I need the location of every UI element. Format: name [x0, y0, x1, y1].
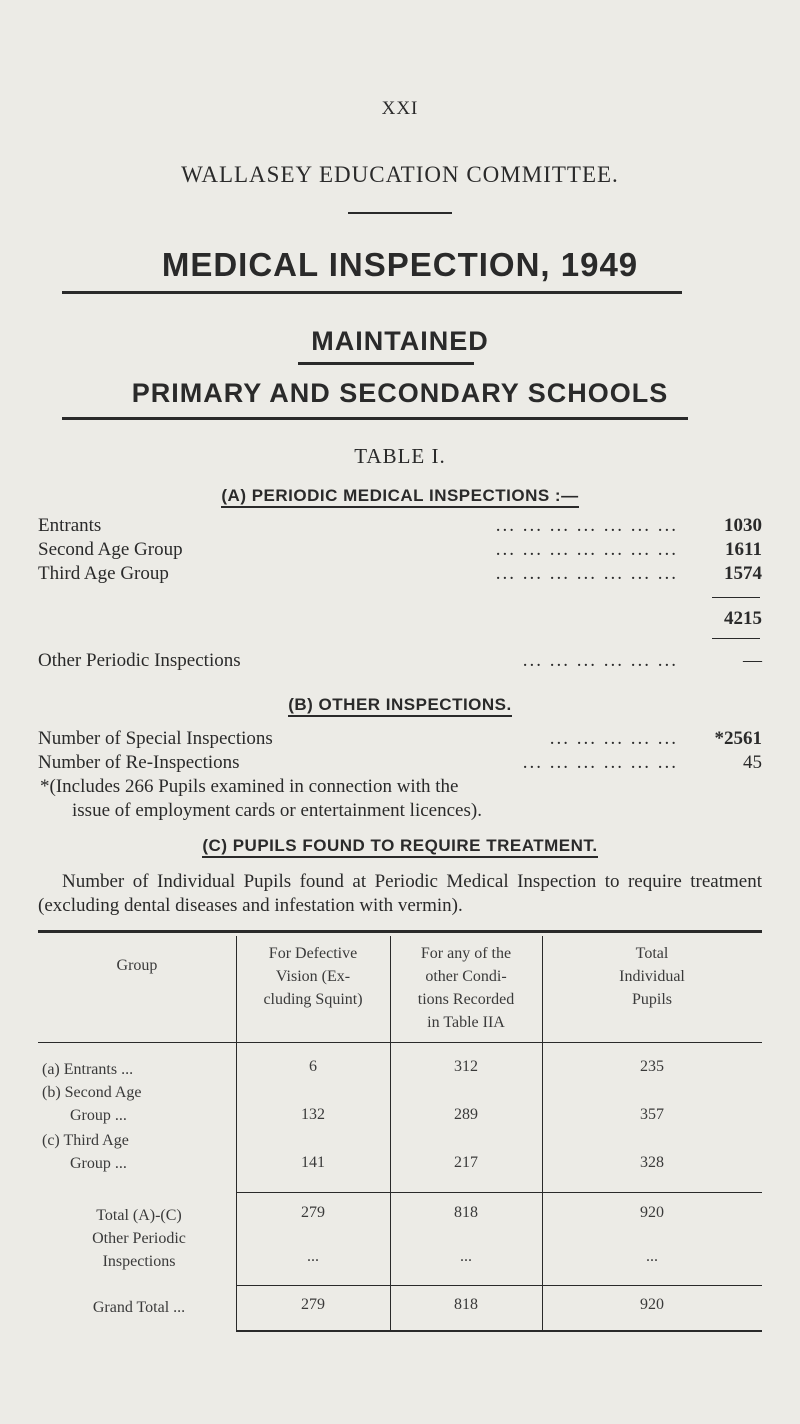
row-label: Other Periodic Inspections	[38, 650, 247, 672]
committee-name: WALLASEY EDUCATION COMMITTEE.	[181, 162, 619, 187]
row-a-label: (a) Entrants ...	[42, 1061, 134, 1078]
page-title: MEDICAL INSPECTION, 1949	[161, 246, 639, 283]
leader-dots: ... ... ... ... ... ... ...	[495, 539, 678, 560]
other-periodic-total: ...	[646, 1248, 658, 1265]
section-a-heading: (A) PERIODIC MEDICAL INSPECTIONS :—	[0, 486, 800, 506]
leader-dots: ... ... ... ... ... ... ...	[495, 563, 678, 584]
row-label: Second Age Group	[38, 539, 189, 561]
row-a-total: 235	[640, 1058, 664, 1075]
total-value: 4215	[724, 608, 762, 629]
row-label: Third Age Group	[38, 563, 175, 585]
row-c-other: 217	[454, 1154, 478, 1171]
row-third-age	[38, 563, 762, 589]
subtitle-maintained: MAINTAINED	[311, 326, 489, 356]
title-underline	[62, 291, 682, 294]
short-divider	[348, 212, 452, 214]
row-a-vision: 6	[309, 1058, 317, 1075]
row-b-total: 357	[640, 1106, 664, 1123]
row-total-a	[38, 608, 762, 634]
row-value: —	[743, 650, 762, 671]
other-periodic-label: Other Periodic Inspections	[92, 1230, 186, 1270]
header-other-conditions: For any of the other Condi- tions Recorded in Table IIA	[417, 945, 515, 1031]
row-c-total: 328	[640, 1154, 664, 1171]
header-bottom-border	[38, 1042, 762, 1043]
row-label: Number of Re-Inspections	[38, 752, 246, 774]
subtotal-label: Total (A)-(C)	[96, 1207, 182, 1224]
section-b-heading: (B) OTHER INSPECTIONS.	[0, 695, 800, 715]
subtitle-underline	[298, 362, 474, 365]
grand-total-label: Grand Total ...	[92, 1299, 186, 1316]
page-number: XXI	[381, 98, 419, 119]
leader-dots: ... ... ... ... ...	[549, 728, 678, 749]
header-group: Group	[116, 957, 158, 974]
subtotal-total: 920	[640, 1204, 664, 1221]
row-b-vision: 132	[301, 1106, 325, 1123]
subtotal-vision: 279	[301, 1204, 325, 1221]
leader-dots: ... ... ... ... ... ... ...	[495, 515, 678, 536]
subtitle-schools: PRIMARY AND SECONDARY SCHOOLS	[131, 378, 669, 408]
grand-total-top-border	[236, 1285, 762, 1286]
note-line-1: *(Includes 266 Pupils examined in connection with the	[40, 776, 459, 797]
row-value: *2561	[714, 728, 762, 749]
row-c-label: (c) Third Age Group ...	[42, 1132, 129, 1172]
row-second-age	[38, 539, 762, 565]
row-value: 1574	[724, 563, 762, 584]
other-periodic-vision: ...	[307, 1248, 319, 1265]
treatment-table	[38, 930, 762, 1330]
header-vision: For Defective Vision (Ex- cluding Squint)	[263, 945, 363, 1008]
subtotal-top-border	[236, 1192, 762, 1193]
row-label: Number of Special Inspections	[38, 728, 279, 750]
grand-total-vision: 279	[301, 1296, 325, 1313]
grand-total-other: 818	[454, 1296, 478, 1313]
row-value: 45	[743, 752, 762, 773]
section-c-heading: (C) PUPILS FOUND TO REQUIRE TREATMENT.	[0, 836, 800, 856]
header-total-pupils: Total Individual Pupils	[619, 945, 685, 1008]
section-c-paragraph: Number of Individual Pupils found at Periodic Medical Inspection to require treatment (excluding dental diseases and infestation with vermin).	[38, 871, 762, 916]
row-label: Entrants	[38, 515, 107, 537]
subtotal-other: 818	[454, 1204, 478, 1221]
note-line-2: issue of employment cards or entertainment licences).	[72, 800, 482, 821]
other-periodic-other: ...	[460, 1248, 472, 1265]
table-title: TABLE I.	[354, 444, 446, 468]
table-top-border	[38, 930, 762, 933]
row-b-other: 289	[454, 1106, 478, 1123]
table-bottom-border	[236, 1330, 762, 1332]
leader-dots: ... ... ... ... ... ...	[522, 752, 678, 773]
grand-total-total: 920	[640, 1296, 664, 1313]
row-c-vision: 141	[301, 1154, 325, 1171]
total-rule-bottom	[712, 638, 760, 639]
row-a-other: 312	[454, 1058, 478, 1075]
row-value: 1030	[724, 515, 762, 536]
schools-underline	[62, 417, 688, 420]
row-value: 1611	[725, 539, 762, 560]
row-special-inspections	[38, 728, 762, 754]
row-entrants	[38, 515, 762, 541]
total-rule	[712, 597, 760, 598]
row-other-periodic	[38, 650, 762, 676]
leader-dots: ... ... ... ... ... ...	[522, 650, 678, 671]
row-b-label: (b) Second Age Group ...	[42, 1084, 142, 1124]
